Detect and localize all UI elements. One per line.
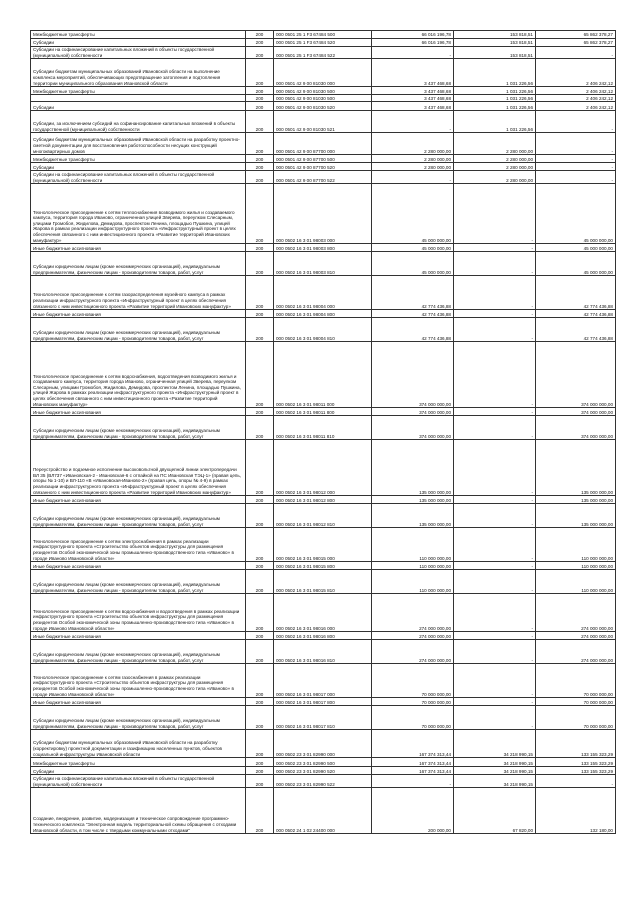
row-plan-cell: 274 000 000,00	[372, 594, 454, 632]
row-kbk-cell: 000 0502 16 3 01 98004 810	[274, 318, 372, 342]
table-row	[31, 408, 616, 416]
table-row	[31, 252, 616, 276]
row-fact-cell: 1 031 226,56	[454, 87, 536, 95]
row-name-cell: Технологическое присоединение к сетям электроснабжения в рамках реализации инфраструктурного проекта «Строительство объектов инфраструктуры для размещения резидентов Особой экономической зоны промышленно-производственного типа «Иваново» в городе Иваново Ивановской области»	[31, 528, 246, 562]
row-name-cell: Субсидии юридическим лицам (кроме некоммерческих организаций), индивидуальным предпринимателям, физическим лицам - производителям товаров, работ, услуг	[31, 570, 246, 594]
row-rest-cell: 274 000 000,00	[536, 632, 616, 640]
row-plan-cell: 2 280 000,00	[372, 155, 454, 163]
row-name-cell: Субсидии юридическим лицам (кроме некоммерческих организаций), индивидуальным предпринимателям, физическим лицам - производителям товаров, работ, услуг	[31, 318, 246, 342]
row-kbk-cell: 000 0501 42 9 00 81030 500	[274, 87, 372, 95]
row-code-cell: 200	[246, 408, 274, 416]
row-fact-cell: -	[454, 528, 536, 562]
row-plan-cell: 45 000 000,00	[372, 184, 454, 244]
row-code-cell: 200	[246, 788, 274, 834]
table-row	[31, 730, 616, 758]
row-rest-cell: 42 774 436,88	[536, 318, 616, 342]
row-kbk-cell: 000 0501 42 9 00 81030 521	[274, 111, 372, 133]
row-plan-cell: 70 000 000,00	[372, 706, 454, 730]
table-row	[31, 496, 616, 504]
row-code-cell: 200	[246, 775, 274, 788]
row-rest-cell: 110 000 000,00	[536, 528, 616, 562]
row-code-cell: 200	[246, 184, 274, 244]
row-fact-cell: 2 280 000,00	[454, 155, 536, 163]
row-code-cell: 200	[246, 594, 274, 632]
row-fact-cell: 67 820,00	[454, 788, 536, 834]
row-fact-cell: -	[454, 342, 536, 408]
row-kbk-cell: 000 0501 25 1 F3 67484 500	[274, 31, 372, 39]
row-code-cell: 200	[246, 59, 274, 87]
row-kbk-cell: 000 0502 16 3 01 98012 000	[274, 440, 372, 496]
row-code-cell: 200	[246, 664, 274, 698]
row-name-cell: Субсидии юридическим лицам (кроме некоммерческих организаций), индивидуальным предпринимателям, физическим лицам - производителям товаров, работ, услуг	[31, 252, 246, 276]
row-code-cell: 200	[246, 632, 274, 640]
row-code-cell: 200	[246, 440, 274, 496]
row-rest-cell: 135 000 000,00	[536, 496, 616, 504]
row-name-cell: Субсидии на софинансирование капитальных вложений в объекты государственной (муниципальной) собственности	[31, 47, 246, 59]
budget-execution-table	[30, 30, 616, 834]
row-name-cell: Иные бюджетные ассигнования	[31, 408, 246, 416]
row-name-cell: Субсидии	[31, 163, 246, 171]
table-row	[31, 698, 616, 706]
row-fact-cell: 34 218 990,15	[454, 775, 536, 788]
row-code-cell: 200	[246, 730, 274, 758]
row-plan-cell: 45 000 000,00	[372, 252, 454, 276]
row-name-cell: Иные бюджетные ассигнования	[31, 632, 246, 640]
row-code-cell: 200	[246, 133, 274, 155]
row-kbk-cell: 000 0502 16 3 01 98017 810	[274, 706, 372, 730]
row-plan-cell: 135 000 000,00	[372, 504, 454, 528]
row-name-cell: Создание, внедрение, развитие, модернизация и техническое сопровождение программно-технического комплекса "Электронная модель территориальной схемы обращения с отходами Ивановской области, в том числе с твердыми коммунальными отходами"	[31, 788, 246, 834]
row-name-cell: Субсидии	[31, 767, 246, 775]
table-row	[31, 39, 616, 47]
table-row	[31, 775, 616, 788]
row-code-cell: 200	[246, 706, 274, 730]
row-fact-cell: -	[454, 244, 536, 252]
table-row	[31, 594, 616, 632]
row-code-cell: 200	[246, 310, 274, 318]
row-kbk-cell: 000 0502 23 3 01 82990 000	[274, 730, 372, 758]
row-plan-cell: -	[372, 775, 454, 788]
row-code-cell: 200	[246, 252, 274, 276]
row-fact-cell: -	[454, 504, 536, 528]
table-row	[31, 163, 616, 171]
row-name-cell: Межбюджетные трансферты	[31, 155, 246, 163]
row-rest-cell: 132 180,00	[536, 788, 616, 834]
row-rest-cell: 110 000 000,00	[536, 562, 616, 570]
row-rest-cell: 2 406 242,12	[536, 87, 616, 95]
row-plan-cell: 42 774 436,88	[372, 318, 454, 342]
row-kbk-cell: 000 0502 16 3 01 98016 810	[274, 640, 372, 664]
table-row	[31, 310, 616, 318]
row-plan-cell: 3 437 468,68	[372, 95, 454, 102]
row-rest-cell: 374 000 000,00	[536, 416, 616, 440]
row-kbk-cell: 000 0502 16 3 01 98003 000	[274, 184, 372, 244]
table-row	[31, 87, 616, 95]
row-name-cell: Технологическое присоединение к сетям теплоснабжения возводимого жилья и создаваемого кампуса, территория города Иваново, ограниченная улицей Зверева, переулком Слесарным, улицами Громобоя, Жидилова, Демидова, проспектом Ленина, площадью Пушкина, улицей Жарова в рамках реализации инфраструктурного проекта «Инфраструктурный проект в целях обеспечения связанного с ним инвестиционного проекта «Развитие территорий Ивановских мануфактур»	[31, 184, 246, 244]
table-row	[31, 570, 616, 594]
row-plan-cell: 110 000 000,00	[372, 570, 454, 594]
row-code-cell: 200	[246, 171, 274, 184]
row-fact-cell: 1 031 226,56	[454, 95, 536, 102]
row-rest-cell: 65 862 378,27	[536, 39, 616, 47]
row-rest-cell: 133 155 323,29	[536, 758, 616, 767]
table-row	[31, 155, 616, 163]
row-plan-cell: 3 437 468,68	[372, 87, 454, 95]
row-kbk-cell: 000 0502 16 3 01 98015 000	[274, 528, 372, 562]
row-name-cell: Межбюджетные трансферты	[31, 758, 246, 767]
row-fact-cell: 34 218 990,15	[454, 730, 536, 758]
row-rest-cell: 45 000 000,00	[536, 252, 616, 276]
row-name-cell: Иные бюджетные ассигнования	[31, 244, 246, 252]
row-kbk-cell: 000 0502 16 3 01 98003 810	[274, 252, 372, 276]
row-rest-cell: 2 406 242,12	[536, 59, 616, 87]
row-fact-cell: -	[454, 698, 536, 706]
row-fact-cell: -	[454, 632, 536, 640]
row-plan-cell: 200 000,00	[372, 788, 454, 834]
row-code-cell: 200	[246, 416, 274, 440]
row-name-cell: Технологическое присоединение к сетям водоснабжения и водоотведения в рамках реализации инфраструктурного проекта «Строительство объектов инфраструктуры для размещения резидентов Особой экономической зоны промышленно-производственного типа «Иваново» в городе Иваново Ивановской области»	[31, 594, 246, 632]
row-kbk-cell: 000 0502 16 3 01 98015 800	[274, 562, 372, 570]
row-plan-cell: 374 000 000,00	[372, 342, 454, 408]
row-kbk-cell: 000 0501 42 9 00 87700 500	[274, 155, 372, 163]
row-name-cell: Субсидии юридическим лицам (кроме некоммерческих организаций), индивидуальным предпринимателям, физическим лицам - производителям товаров, работ, услуг	[31, 416, 246, 440]
row-rest-cell: 70 000 000,00	[536, 664, 616, 698]
row-rest-cell: -	[536, 775, 616, 788]
row-plan-cell: 70 000 000,00	[372, 664, 454, 698]
row-code-cell: 200	[246, 47, 274, 59]
row-name-cell: Субсидии юридическим лицам (кроме некоммерческих организаций), индивидуальным предпринимателям, физическим лицам - производителям товаров, работ, услуг	[31, 504, 246, 528]
table-row	[31, 632, 616, 640]
row-kbk-cell: 000 0502 16 3 01 98017 000	[274, 664, 372, 698]
row-kbk-cell: 000 0502 16 3 01 98011 810	[274, 416, 372, 440]
row-fact-cell: 1 031 226,56	[454, 102, 536, 111]
row-code-cell: 200	[246, 39, 274, 47]
row-fact-cell: -	[454, 318, 536, 342]
row-fact-cell: 2 280 000,00	[454, 133, 536, 155]
row-rest-cell: 374 000 000,00	[536, 342, 616, 408]
row-fact-cell: 153 818,51	[454, 31, 536, 39]
row-rest-cell: 42 774 436,88	[536, 276, 616, 310]
row-kbk-cell: 000 0502 16 3 01 98004 800	[274, 310, 372, 318]
table-row	[31, 706, 616, 730]
row-kbk-cell: 000 0502 24 1 02 24400 000	[274, 788, 372, 834]
row-kbk-cell: 000 0502 23 3 01 82990 500	[274, 758, 372, 767]
row-fact-cell: -	[454, 184, 536, 244]
row-plan-cell: 110 000 000,00	[372, 528, 454, 562]
row-kbk-cell: 000 0502 23 3 01 82990 522	[274, 775, 372, 788]
row-fact-cell: 1 031 226,56	[454, 111, 536, 133]
row-rest-cell: 70 000 000,00	[536, 698, 616, 706]
row-kbk-cell: 000 0502 16 3 01 98011 800	[274, 408, 372, 416]
row-fact-cell: 1 031 226,56	[454, 59, 536, 87]
row-rest-cell: 70 000 000,00	[536, 706, 616, 730]
row-kbk-cell: 000 0501 42 9 00 87700 522	[274, 171, 372, 184]
row-name-cell: Субсидии юридическим лицам (кроме некоммерческих организаций), индивидуальным предпринимателям, физическим лицам - производителям товаров, работ, услуг	[31, 640, 246, 664]
row-rest-cell: 110 000 000,00	[536, 570, 616, 594]
row-fact-cell: -	[454, 496, 536, 504]
row-plan-cell: 135 000 000,00	[372, 440, 454, 496]
row-name-cell: Технологическое присоединение к сетям газораспределения музейного кампуса в рамках реализации инфраструктурного проекта «Инфраструктурный проект в целях обеспечения связанного с ним инвестиционного проекта «Развитие территорий Ивановских мануфактур»	[31, 276, 246, 310]
row-name-cell: Межбюджетные трансферты	[31, 87, 246, 95]
row-rest-cell: 45 000 000,00	[536, 244, 616, 252]
row-rest-cell: -	[536, 47, 616, 59]
row-fact-cell: -	[454, 594, 536, 632]
row-name-cell: Иные бюджетные ассигнования	[31, 310, 246, 318]
row-name-cell: Иные бюджетные ассигнования	[31, 496, 246, 504]
table-row	[31, 276, 616, 310]
row-rest-cell: -	[536, 155, 616, 163]
row-code-cell: 200	[246, 31, 274, 39]
row-fact-cell: 2 280 000,00	[454, 163, 536, 171]
table-row	[31, 416, 616, 440]
row-plan-cell: 70 000 000,00	[372, 698, 454, 706]
row-code-cell: 200	[246, 318, 274, 342]
row-code-cell: 200	[246, 528, 274, 562]
row-fact-cell: 153 818,51	[454, 39, 536, 47]
row-code-cell: 200	[246, 244, 274, 252]
row-rest-cell: 135 000 000,00	[536, 440, 616, 496]
row-plan-cell: 374 000 000,00	[372, 408, 454, 416]
row-code-cell: 200	[246, 758, 274, 767]
row-name-cell: Субсидии на софинансирование капитальных вложений в объекты государственной (муниципальной) собственности	[31, 775, 246, 788]
row-kbk-cell: 000 0501 42 9 00 81030 520	[274, 102, 372, 111]
table-row	[31, 171, 616, 184]
row-name-cell: Субсидии бюджетам муниципальных образований Ивановской области на разработку (корректировку) проектной документации и газификацию населенных пунктов, объектов социальной инфраструктуры Ивановской области	[31, 730, 246, 758]
row-name-cell: Иные бюджетные ассигнования	[31, 562, 246, 570]
row-fact-cell: -	[454, 706, 536, 730]
table-row	[31, 184, 616, 244]
table-row	[31, 102, 616, 111]
row-kbk-cell: 000 0501 42 9 00 81030 500	[274, 95, 372, 102]
row-rest-cell: 133 155 323,29	[536, 730, 616, 758]
row-rest-cell: -	[536, 133, 616, 155]
row-fact-cell: -	[454, 408, 536, 416]
row-rest-cell: -	[536, 163, 616, 171]
row-name-cell: Субсидии	[31, 102, 246, 111]
table-row	[31, 59, 616, 87]
row-kbk-cell: 000 0501 25 1 F3 67484 522	[274, 47, 372, 59]
row-rest-cell: 135 000 000,00	[536, 504, 616, 528]
row-name-cell: Субсидии на софинансирование капитальных вложений в объекты государственной (муниципальной) собственности	[31, 171, 246, 184]
table-row	[31, 31, 616, 39]
row-kbk-cell: 000 0501 25 1 F3 67484 520	[274, 39, 372, 47]
row-name-cell: Технологическое присоединение к сетям газоснабжения в рамках реализации инфраструктурного проекта «Строительство объектов инфраструктуры для размещения резидентов Особой экономической зоны промышленно-производственного типа «Иваново» в городе Иваново Ивановской области»	[31, 664, 246, 698]
table-row	[31, 528, 616, 562]
row-plan-cell: 135 000 000,00	[372, 496, 454, 504]
row-plan-cell: -	[372, 111, 454, 133]
row-rest-cell: -	[536, 171, 616, 184]
row-fact-cell: 34 218 990,15	[454, 767, 536, 775]
row-code-cell: 200	[246, 767, 274, 775]
row-rest-cell: 45 000 000,00	[536, 184, 616, 244]
row-plan-cell: 45 000 000,00	[372, 244, 454, 252]
row-fact-cell: -	[454, 562, 536, 570]
row-kbk-cell: 000 0501 42 9 00 87700 000	[274, 133, 372, 155]
row-kbk-cell: 000 0502 16 3 01 98003 800	[274, 244, 372, 252]
row-kbk-cell: 000 0502 16 3 01 98012 800	[274, 496, 372, 504]
table-row	[31, 133, 616, 155]
row-fact-cell: -	[454, 640, 536, 664]
row-fact-cell: -	[454, 570, 536, 594]
row-plan-cell: 3 437 468,68	[372, 102, 454, 111]
row-fact-cell: -	[454, 416, 536, 440]
row-plan-cell: 274 000 000,00	[372, 632, 454, 640]
table-row	[31, 111, 616, 133]
row-fact-cell: -	[454, 664, 536, 698]
row-plan-cell: 2 280 000,00	[372, 133, 454, 155]
row-name-cell: Субсидии юридическим лицам (кроме некоммерческих организаций), индивидуальным предпринимателям, физическим лицам - производителям товаров, работ, услуг	[31, 706, 246, 730]
row-fact-cell: 153 818,51	[454, 47, 536, 59]
row-rest-cell: 274 000 000,00	[536, 594, 616, 632]
row-rest-cell: 2 406 242,12	[536, 95, 616, 102]
row-name-cell: Иные бюджетные ассигнования	[31, 698, 246, 706]
table-row	[31, 758, 616, 767]
row-kbk-cell: 000 0501 42 9 00 87700 520	[274, 163, 372, 171]
row-code-cell: 200	[246, 570, 274, 594]
row-fact-cell: -	[454, 276, 536, 310]
row-code-cell: 200	[246, 342, 274, 408]
row-code-cell: 200	[246, 562, 274, 570]
table-row	[31, 640, 616, 664]
table-row	[31, 664, 616, 698]
row-name-cell: Межбюджетные трансферты	[31, 31, 246, 39]
row-plan-cell: 110 000 000,00	[372, 562, 454, 570]
row-name-cell	[31, 95, 246, 102]
row-kbk-cell: 000 0502 16 3 01 98016 000	[274, 594, 372, 632]
row-code-cell: 200	[246, 640, 274, 664]
row-plan-cell: 66 016 196,78	[372, 31, 454, 39]
table-row	[31, 244, 616, 252]
row-kbk-cell: 000 0502 16 3 01 98015 810	[274, 570, 372, 594]
row-fact-cell: 34 218 990,15	[454, 758, 536, 767]
row-fact-cell: 2 280 000,00	[454, 171, 536, 184]
row-name-cell: Субсидии, за исключением субсидий на софинансирование капитальных вложений в объекты государственной (муниципальной) собственности	[31, 111, 246, 133]
row-plan-cell: 167 374 313,44	[372, 758, 454, 767]
row-plan-cell: 3 437 468,68	[372, 59, 454, 87]
row-kbk-cell: 000 0502 16 3 01 98011 000	[274, 342, 372, 408]
row-name-cell: Переустройство и подземное исполнение высоковольтной двухцепной линии электропередачи ВЛ 35 (ВЛ737 «Ивановская-2 - Ивановская-6 с отпайкой на ПС Ивановская ТЭЦ-1» (правая цепь, опоры № 1-10) и ВЛ-110 «В «Ивановская-Иваново-2» (правая цепь, опоры № 4-9) в рамках реализации инфраструктурного проекта «Инфраструктурный проект в целях обеспечения связанного с ним инвестиционного проекта «Развитие территорий Ивановских мануфактур»	[31, 440, 246, 496]
row-plan-cell: 66 016 196,78	[372, 39, 454, 47]
row-plan-cell: 274 000 000,00	[372, 640, 454, 664]
row-name-cell: Технологическое присоединение к сетям водоснабжения, водоотведения возводимого жилья и создаваемого кампуса, территория города Иваново, ограниченная улицей Зверева, переулком Слесарным, улицами Громобоя, Жидилова, Демидова, проспектом Ленина, площадью Пушкина, улицей Жарова в рамках реализации инфраструктурного проекта «Инфраструктурный проект в целях обеспечения связанного с ним инвестиционного проекта «Развитие территорий Ивановских мануфактур»	[31, 342, 246, 408]
table-row	[31, 47, 616, 59]
table-row	[31, 788, 616, 834]
table-row	[31, 440, 616, 496]
row-kbk-cell: 000 0502 16 3 01 98012 810	[274, 504, 372, 528]
row-code-cell: 200	[246, 102, 274, 111]
row-code-cell: 200	[246, 111, 274, 133]
row-code-cell: 200	[246, 276, 274, 310]
row-code-cell: 200	[246, 698, 274, 706]
row-code-cell: 200	[246, 155, 274, 163]
row-fact-cell: -	[454, 310, 536, 318]
row-rest-cell: 274 000 000,00	[536, 640, 616, 664]
row-kbk-cell: 000 0502 23 3 01 82990 520	[274, 767, 372, 775]
table-row	[31, 504, 616, 528]
row-kbk-cell: 000 0501 42 9 00 81030 000	[274, 59, 372, 87]
row-name-cell: Субсидии бюджетам муниципальных образований Ивановской области на выполнение комплекса мероприятий, обеспечивающих предотвращение затопления и подтопления территории муниципального образования Ивановской области	[31, 59, 246, 87]
row-rest-cell: -	[536, 111, 616, 133]
table-row	[31, 318, 616, 342]
row-plan-cell: 42 774 436,88	[372, 310, 454, 318]
row-fact-cell: -	[454, 440, 536, 496]
row-plan-cell: -	[372, 47, 454, 59]
row-name-cell: Субсидии бюджетам муниципальных образований Ивановской области на разработку проектно-сметной документации для восстановления работоспособности несущих конструкций многоквартирных домов	[31, 133, 246, 155]
row-rest-cell: 133 155 323,29	[536, 767, 616, 775]
table-row	[31, 95, 616, 102]
table-row	[31, 562, 616, 570]
row-rest-cell: 65 862 378,27	[536, 31, 616, 39]
table-row	[31, 767, 616, 775]
row-rest-cell: 42 774 436,88	[536, 310, 616, 318]
row-kbk-cell: 000 0502 16 3 01 98016 800	[274, 632, 372, 640]
row-plan-cell: 167 374 313,44	[372, 730, 454, 758]
row-plan-cell: 374 000 000,00	[372, 416, 454, 440]
row-code-cell: 200	[246, 95, 274, 102]
row-plan-cell: 42 774 436,88	[372, 276, 454, 310]
table-body	[31, 31, 616, 834]
row-kbk-cell: 000 0502 16 3 01 98017 800	[274, 698, 372, 706]
table-row	[31, 342, 616, 408]
row-fact-cell: -	[454, 252, 536, 276]
row-code-cell: 200	[246, 163, 274, 171]
row-plan-cell: -	[372, 171, 454, 184]
row-code-cell: 200	[246, 504, 274, 528]
row-code-cell: 200	[246, 496, 274, 504]
row-code-cell: 200	[246, 87, 274, 95]
row-plan-cell: 167 374 313,44	[372, 767, 454, 775]
row-rest-cell: 374 000 000,00	[536, 408, 616, 416]
row-kbk-cell: 000 0502 16 3 01 98004 000	[274, 276, 372, 310]
row-rest-cell: 2 406 242,12	[536, 102, 616, 111]
row-name-cell: Субсидии	[31, 39, 246, 47]
row-plan-cell: 2 280 000,00	[372, 163, 454, 171]
